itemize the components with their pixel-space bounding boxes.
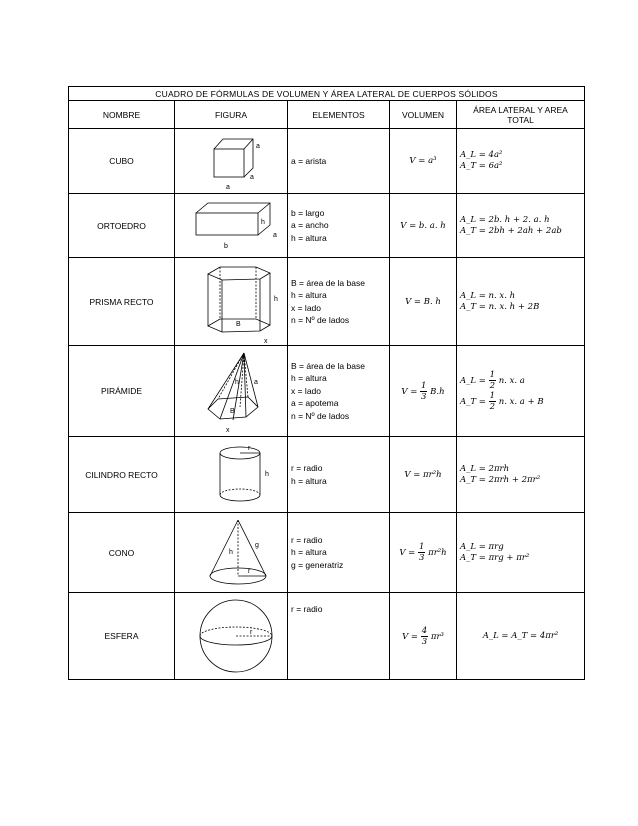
formula-table — [68, 86, 585, 680]
row-name-piramide: PIRÁMIDE — [69, 346, 175, 437]
ortoedro-label-b: b — [224, 242, 228, 250]
figure-ortoedro — [175, 194, 288, 258]
prisma-drawing — [178, 259, 288, 345]
header-row — [69, 101, 585, 129]
piramide-drawing — [178, 347, 288, 436]
figure-cube — [175, 129, 288, 194]
piramide-label-h: h — [235, 378, 239, 386]
piramide-label-a: a — [254, 378, 258, 386]
table-row — [69, 194, 585, 258]
volume-piramide: V = $\frac{1}{3}$ B.h — [390, 346, 457, 437]
header-area: ÁREA LATERAL Y AREA TOTAL — [457, 101, 585, 129]
ortoedro-label-h: h — [261, 218, 265, 226]
elements-cilindro: r = radio h = altura — [288, 437, 390, 513]
row-name-ortoedro: ORTOEDRO — [69, 194, 175, 258]
header-volumen: VOLUMEN — [390, 101, 457, 129]
cono-label-g: g — [255, 541, 259, 549]
volume-prisma: V = B. h — [390, 258, 457, 346]
figure-prisma — [175, 258, 288, 346]
cono-label-h: h — [229, 548, 233, 556]
piramide-label-x: x — [226, 426, 230, 434]
area-prisma: A_L = n. x. h A_T = n. x. h + 2B — [457, 258, 585, 346]
row-name-esfera: ESFERA — [69, 593, 175, 680]
figure-esfera — [175, 593, 288, 680]
volume-cilindro: V = πr²h — [390, 437, 457, 513]
prisma-label-x: x — [264, 337, 268, 345]
header-figura: FIGURA — [175, 101, 288, 129]
cono-label-r: r — [248, 567, 251, 575]
table-title: CUADRO DE FÓRMULAS DE VOLUMEN Y ÁREA LATERAL DE CUERPOS SÓLIDOS — [69, 87, 585, 101]
area-cono: A_L = πrg A_T = πrg + πr² — [457, 513, 585, 593]
row-name-prisma: PRISMA RECTO — [69, 258, 175, 346]
row-name-cilindro: CILINDRO RECTO — [69, 437, 175, 513]
cilindro-label-r: r — [248, 444, 251, 452]
figure-piramide — [175, 346, 288, 437]
table-row — [69, 593, 585, 680]
cube-label-a-top: a — [256, 143, 260, 150]
row-name-cubo: CUBO — [69, 129, 175, 194]
table-row — [69, 513, 585, 593]
cube-label-a-bottom: a — [226, 184, 230, 191]
esfera-drawing — [178, 594, 288, 678]
esfera-label-r: r — [250, 629, 253, 636]
volume-cubo: V = a³ — [390, 129, 457, 194]
prisma-label-b: B — [236, 320, 241, 328]
cube-drawing — [178, 131, 288, 191]
piramide-label-b: B — [230, 407, 235, 415]
area-cilindro: A_L = 2πrh A_T = 2πrh + 2πr² — [457, 437, 585, 513]
ortoedro-drawing — [178, 197, 288, 255]
elements-piramide: B = área de la base h = altura x = lado a = apotema n = Nº de lados — [288, 346, 390, 437]
area-piramide: A_L = $\frac{1}{2}$ n. x. a A_T = $\frac{1}{2}$ n. x. a + B — [457, 346, 585, 437]
figure-cono — [175, 513, 288, 593]
header-elementos: ELEMENTOS — [288, 101, 390, 129]
area-esfera: A_L = A_T = 4πr² — [457, 593, 585, 680]
elements-prisma: B = área de la base h = altura x = lado n = Nº de lados — [288, 258, 390, 346]
area-ortoedro: A_L = 2b. h + 2. a. h A_T = 2bh + 2ah + 2ab — [457, 194, 585, 258]
table-row — [69, 258, 585, 346]
cube-label-a-side: a — [250, 174, 254, 181]
ortoedro-label-a: a — [273, 231, 277, 239]
cono-drawing — [178, 514, 288, 592]
volume-fraction: $\frac{1}{3}$ — [421, 380, 427, 402]
elements-cubo: a = arista — [288, 129, 390, 194]
volume-ortoedro: V = b. a. h — [390, 194, 457, 258]
prisma-label-h: h — [274, 295, 278, 303]
table-row — [69, 437, 585, 513]
table-row — [69, 346, 585, 437]
cilindro-label-h: h — [265, 470, 269, 478]
volume-esfera: V = $\frac{4}{3}$ πr³ — [390, 593, 457, 680]
figure-cilindro — [175, 437, 288, 513]
table-row — [69, 129, 585, 194]
cilindro-drawing — [178, 439, 288, 511]
volume-cono: V = $\frac{1}{3}$ πr²h — [390, 513, 457, 593]
elements-esfera: r = radio — [288, 593, 390, 680]
elements-ortoedro: b = largo a = ancho h = altura — [288, 194, 390, 258]
elements-cono: r = radio h = altura g = generatriz — [288, 513, 390, 593]
area-cubo: A_L = 4a² A_T = 6a² — [457, 129, 585, 194]
row-name-cono: CONO — [69, 513, 175, 593]
header-nombre: NOMBRE — [69, 101, 175, 129]
